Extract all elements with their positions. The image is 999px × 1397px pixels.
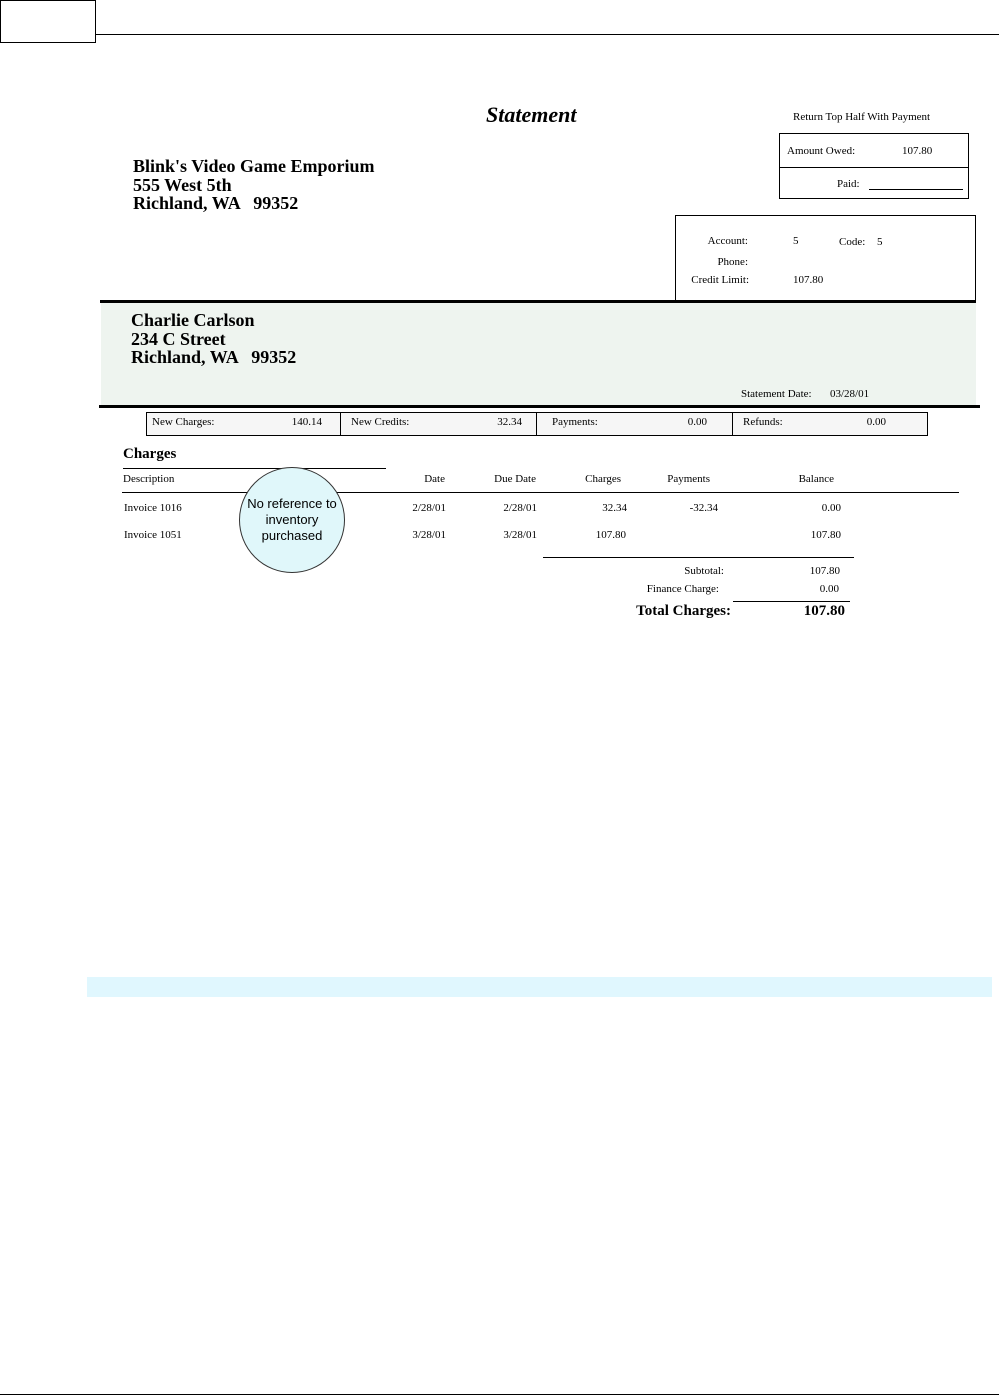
total-charges-label: Total Charges: (636, 603, 731, 619)
summary-divider (732, 412, 733, 436)
customer-band-top-rule (100, 300, 976, 303)
payments-value: 0.00 (687, 416, 707, 428)
code-value: 5 (877, 236, 883, 248)
summary-box (146, 412, 928, 436)
row-date: 2/28/01 (412, 502, 446, 514)
code-label: Code: (839, 236, 866, 248)
finance-charge-label: Finance Charge: (646, 583, 719, 595)
row-charges: 32.34 (602, 502, 627, 514)
row-payments: -32.34 (689, 502, 718, 514)
return-instruction: Return Top Half With Payment (793, 111, 931, 123)
amount-owed-divider (779, 167, 969, 168)
payments-label: Payments: (552, 416, 598, 428)
column-header-due-date: Due Date (494, 473, 536, 485)
credit-limit-label: Credit Limit: (691, 274, 749, 286)
refunds-value: 0.00 (866, 416, 886, 428)
page-number-tab (0, 0, 96, 43)
summary-divider (536, 412, 537, 436)
footer-rule (0, 1394, 999, 1395)
charges-heading-rule (123, 468, 386, 469)
column-header-balance: Balance (798, 473, 834, 485)
row-date: 3/28/01 (412, 529, 446, 541)
row-balance: 107.80 (810, 529, 841, 541)
row-description: Invoice 1016 (124, 502, 182, 514)
subtotal-value: 107.80 (809, 565, 840, 577)
statement-date-value: 03/28/01 (830, 388, 870, 400)
new-credits-value: 32.34 (497, 416, 522, 428)
row-description: Invoice 1051 (124, 529, 182, 541)
new-charges-value: 140.14 (291, 416, 322, 428)
customer-street: 234 C Street (131, 328, 226, 349)
total-rule (733, 601, 850, 602)
highlight-bar (87, 977, 992, 997)
paid-label: Paid: (837, 178, 860, 190)
header-rule (96, 34, 999, 35)
column-header-charges: Charges (585, 473, 621, 485)
statement-title: Statement (486, 102, 577, 127)
paid-blank-line[interactable] (869, 189, 963, 190)
customer-city: Richland, WA 99352 (131, 347, 297, 367)
row-due-date: 2/28/01 (503, 502, 537, 514)
row-balance: 0.00 (821, 502, 841, 514)
summary-divider (340, 412, 341, 436)
column-header-date: Date (424, 473, 445, 485)
annotation-callout-text: No reference to inventory purchased (247, 496, 337, 543)
customer-name: Charlie Carlson (131, 310, 255, 330)
phone-label: Phone: (717, 256, 748, 268)
total-charges-value: 107.80 (803, 603, 845, 619)
row-charges: 107.80 (595, 529, 626, 541)
charges-heading: Charges (123, 446, 177, 462)
amount-owed-label: Amount Owed: (787, 145, 856, 157)
account-value: 5 (793, 235, 799, 247)
company-street: 555 West 5th (133, 174, 232, 195)
column-header-description: Description (123, 473, 175, 485)
account-label: Account: (707, 235, 748, 247)
refunds-label: Refunds: (743, 416, 783, 428)
column-header-payments: Payments (667, 473, 710, 485)
finance-charge-value: 0.00 (819, 583, 839, 595)
new-credits-label: New Credits: (351, 416, 410, 428)
customer-band-bottom-rule (99, 405, 980, 408)
statement-date-label: Statement Date: (741, 388, 812, 400)
company-city: Richland, WA 99352 (133, 193, 299, 213)
subtotal-label: Subtotal: (684, 565, 724, 577)
subtotal-rule (543, 557, 854, 558)
amount-owed-value: 107.80 (902, 145, 933, 157)
row-due-date: 3/28/01 (503, 529, 537, 541)
credit-limit-value: 107.80 (793, 274, 824, 286)
new-charges-label: New Charges: (152, 416, 215, 428)
company-name: Blink's Video Game Emporium (133, 156, 375, 176)
annotation-callout (239, 467, 345, 573)
